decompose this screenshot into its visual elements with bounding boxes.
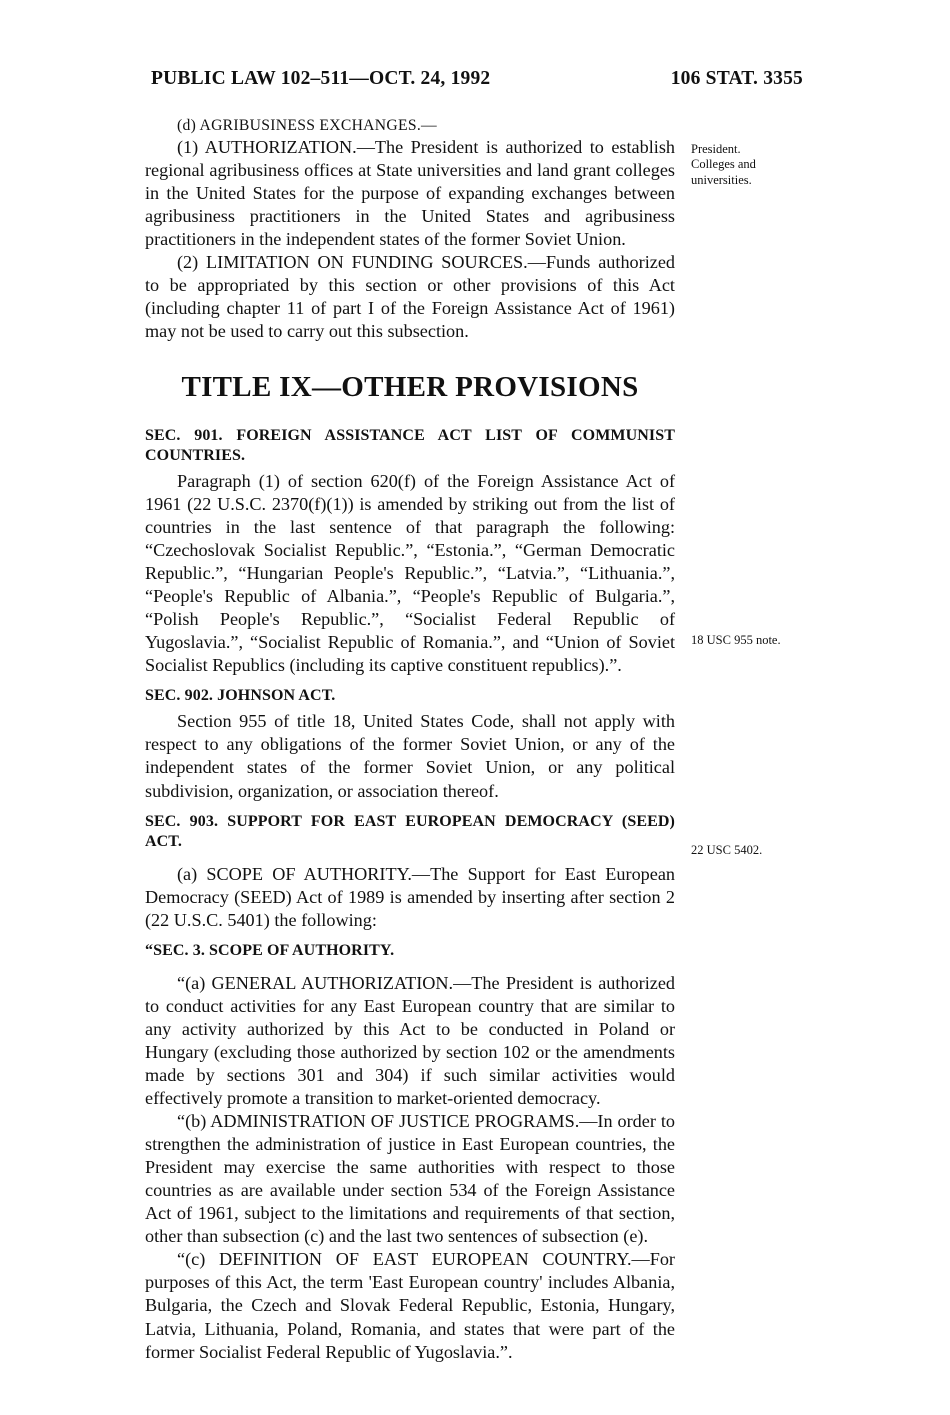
section-901-heading: SEC. 901. FOREIGN ASSISTANCE ACT LIST OF COMMUNIST COUNTRIES. <box>145 426 675 464</box>
margin-note-18usc955: 18 USC 955 note. <box>691 633 781 647</box>
paragraph-d2: (2) LIMITATION ON FUNDING SOURCES.—Funds authorized to be appropriated by this section or other provisions of this Act (including chapter 11 of part I of the Foreign Assistance Act of 1961) may not be used to carry out this subsection. <box>145 251 675 341</box>
page-body <box>145 116 805 1364</box>
section-901-body: Paragraph (1) of section 620(f) of the Foreign Assistance Act of 1961 (22 U.S.C. 2370(f)(1)) is amended by striking out from the list of countries in the last sentence of that paragraph the following: “Czechoslovak Socialist Republic.”, “Estonia.”, “German Democratic Republic.”, “Hungarian People's Republic.”, “Latvia.”, “Lithuania.”, “People's Republic of Albania.”, “People's Republic of Bulgaria.”, “Polish People's Republic.”, “Socialist Federal Republic of Yugoslavia.”, “Socialist Republic of Romania.”, and “Union of Soviet Socialist Republics (including its captive constituent republics).”. <box>145 471 675 676</box>
header-stat-number: 106 STAT. 3355 <box>670 68 803 89</box>
margin-note-22usc5402: 22 USC 5402. <box>691 843 763 857</box>
subsection-d-heading: (d) AGRIBUSINESS EXCHANGES.— <box>177 117 437 134</box>
section-902-heading: SEC. 902. JOHNSON ACT. <box>145 687 336 705</box>
margin-note-line: universities. <box>691 172 752 187</box>
title-ix-heading: TITLE IX—OTHER PROVISIONS <box>181 370 639 403</box>
main-column <box>145 116 675 1364</box>
margin-note-line: Colleges and <box>691 157 756 172</box>
section-903-subsection-a: (a) SCOPE OF AUTHORITY.—The Support for East European Democracy (SEED) Act of 1989 is amended by inserting after section 2 (22 U.S.C. 5401) the following: <box>145 863 675 931</box>
margin-note-president <box>691 142 841 188</box>
section-902-body: Section 955 of title 18, United States Code, shall not apply with respect to any obligations of the former Soviet Union, or any of the independent states of the former Soviet Union, or any political subdivision, organization, or association thereof. <box>145 711 675 801</box>
section-903-heading: SEC. 903. SUPPORT FOR EAST EUROPEAN DEMOCRACY (SEED) ACT. <box>145 812 675 850</box>
quoted-subsection-c: “(c) DEFINITION OF EAST EUROPEAN COUNTRY.—For purposes of this Act, the term 'East European country' includes Albania, Bulgaria, the Czech and Slovak Federal Republic, Estonia, Hungary, Latvia, Lithuania, Poland, Romania, and states that were part of the former Socialist Federal Republic of Yugoslavia.”. <box>145 1249 675 1362</box>
quoted-sec-3-heading: “SEC. 3. SCOPE OF AUTHORITY. <box>145 942 395 960</box>
page-header <box>0 68 950 102</box>
quoted-subsection-b: “(b) ADMINISTRATION OF JUSTICE PROGRAMS.—In order to strengthen the administration of justice in East European countries, the President may exercise the same authorities with respect to those countries as are available under section 534 of the Foreign Assistance Act of 1961, subject to the limitations and requirements of that section, other than subsection (c) and the last two sentences of subsection (e). <box>145 1111 675 1247</box>
quoted-subsection-a: “(a) GENERAL AUTHORIZATION.—The President is authorized to conduct activities for any East European country that are similar to any activity authorized by this Act to be conducted in Poland or Hungary (excluding those authorized by section 102 or the amendments made by sections 301 and 304) if such similar activities would effectively promote a transition to market-oriented democracy. <box>145 973 675 1109</box>
paragraph-d1: (1) AUTHORIZATION.—The President is authorized to establish regional agribusiness offices at State universities and land grant colleges in the United States for the purpose of expanding exchanges between agribusiness practitioners in the United States and agribusiness practitioners in the independent states of the former Soviet Union. <box>145 136 675 249</box>
margin-note-line: President. <box>691 142 741 156</box>
header-public-law: PUBLIC LAW 102–511—OCT. 24, 1992 <box>151 68 491 89</box>
